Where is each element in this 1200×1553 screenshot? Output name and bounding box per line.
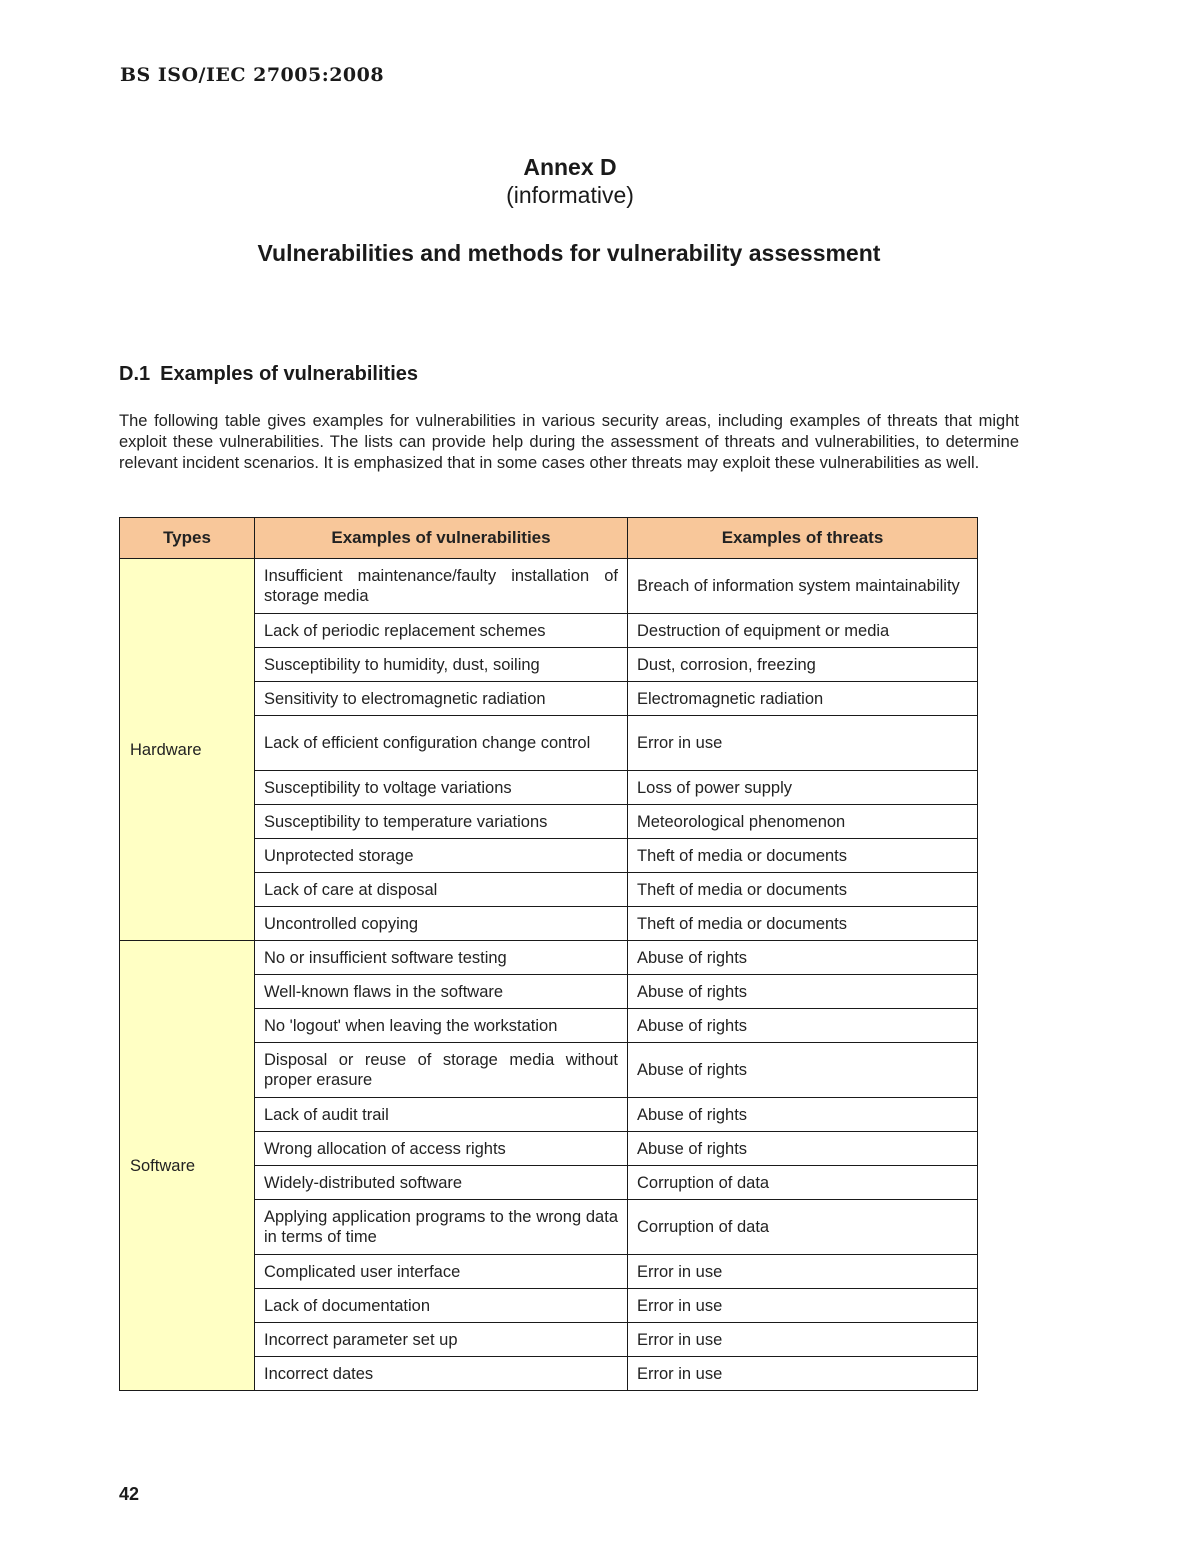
threat-cell: Breach of information system maintainability [628,559,978,614]
column-header-vulnerabilities: Examples of vulnerabilities [255,518,628,559]
vulnerability-cell: Applying application programs to the wrong data in terms of time [255,1200,628,1255]
vulnerability-cell: No or insufficient software testing [255,941,628,975]
threat-cell: Meteorological phenomenon [628,805,978,839]
vulnerability-cell: Complicated user interface [255,1255,628,1289]
vulnerability-cell: Unprotected storage [255,839,628,873]
column-header-threats: Examples of threats [628,518,978,559]
threat-cell: Abuse of rights [628,1132,978,1166]
threat-cell: Abuse of rights [628,975,978,1009]
threat-cell: Theft of media or documents [628,873,978,907]
vulnerability-cell: Well-known flaws in the software [255,975,628,1009]
section-title: Examples of vulnerabilities [160,363,418,385]
vulnerability-cell: Uncontrolled copying [255,907,628,941]
intro-paragraph: The following table gives examples for vulnerabilities in various security areas, including examples of threats that might exploit these vulnerabilities. The lists can provide help during the assessment of threats and vulnerabilities, to determine relevant incident scenarios. It is emphasized that in some cases other threats may exploit these vulnerabilities as well. [119,412,1019,472]
section-number: D.1 [119,363,151,385]
column-header-types: Types [120,518,255,559]
vulnerability-cell: Susceptibility to voltage variations [255,771,628,805]
threat-cell: Error in use [628,1289,978,1323]
section-heading [119,363,418,386]
threat-cell: Error in use [628,1255,978,1289]
vulnerability-cell: Widely-distributed software [255,1166,628,1200]
vulnerability-cell: Incorrect parameter set up [255,1323,628,1357]
threat-cell: Error in use [628,1357,978,1391]
vulnerability-cell: Susceptibility to temperature variations [255,805,628,839]
document-title: Vulnerabilities and methods for vulnerability assessment [257,240,881,266]
type-cell-hardware: Hardware [120,559,255,941]
threat-cell: Abuse of rights [628,941,978,975]
vulnerability-cell: Disposal or reuse of storage media without proper erasure [255,1043,628,1098]
threat-cell: Dust, corrosion, freezing [628,648,978,682]
vulnerability-cell: Lack of efficient configuration change control [255,716,628,771]
threat-cell: Abuse of rights [628,1009,978,1043]
vulnerability-cell: Sensitivity to electromagnetic radiation [255,682,628,716]
threat-cell: Theft of media or documents [628,839,978,873]
vulnerability-cell: Lack of documentation [255,1289,628,1323]
vulnerability-cell: Lack of audit trail [255,1098,628,1132]
table-header-row [120,518,978,559]
table-row [120,559,978,614]
threat-cell: Corruption of data [628,1166,978,1200]
threat-cell: Error in use [628,1323,978,1357]
vulnerability-cell: Incorrect dates [255,1357,628,1391]
threat-cell: Abuse of rights [628,1098,978,1132]
table-row [120,941,978,975]
threat-cell: Destruction of equipment or media [628,614,978,648]
vulnerability-cell: Lack of periodic replacement schemes [255,614,628,648]
threat-cell: Theft of media or documents [628,907,978,941]
threat-cell: Abuse of rights [628,1043,978,1098]
annex-subtitle: (informative) [506,182,634,208]
type-cell-software: Software [120,941,255,1391]
vulnerability-cell: Lack of care at disposal [255,873,628,907]
threat-cell: Electromagnetic radiation [628,682,978,716]
annex-title: Annex D [523,154,617,180]
vulnerability-cell: Insufficient maintenance/faulty installation of storage media [255,559,628,614]
vulnerability-cell: Susceptibility to humidity, dust, soiling [255,648,628,682]
vulnerability-cell: Wrong allocation of access rights [255,1132,628,1166]
threat-cell: Loss of power supply [628,771,978,805]
page-number: 42 [119,1484,140,1504]
threat-cell: Corruption of data [628,1200,978,1255]
vulnerability-cell: No 'logout' when leaving the workstation [255,1009,628,1043]
vulnerabilities-table [119,517,978,1391]
standard-header: BS ISO/IEC 27005:2008 [120,64,385,86]
threat-cell: Error in use [628,716,978,771]
